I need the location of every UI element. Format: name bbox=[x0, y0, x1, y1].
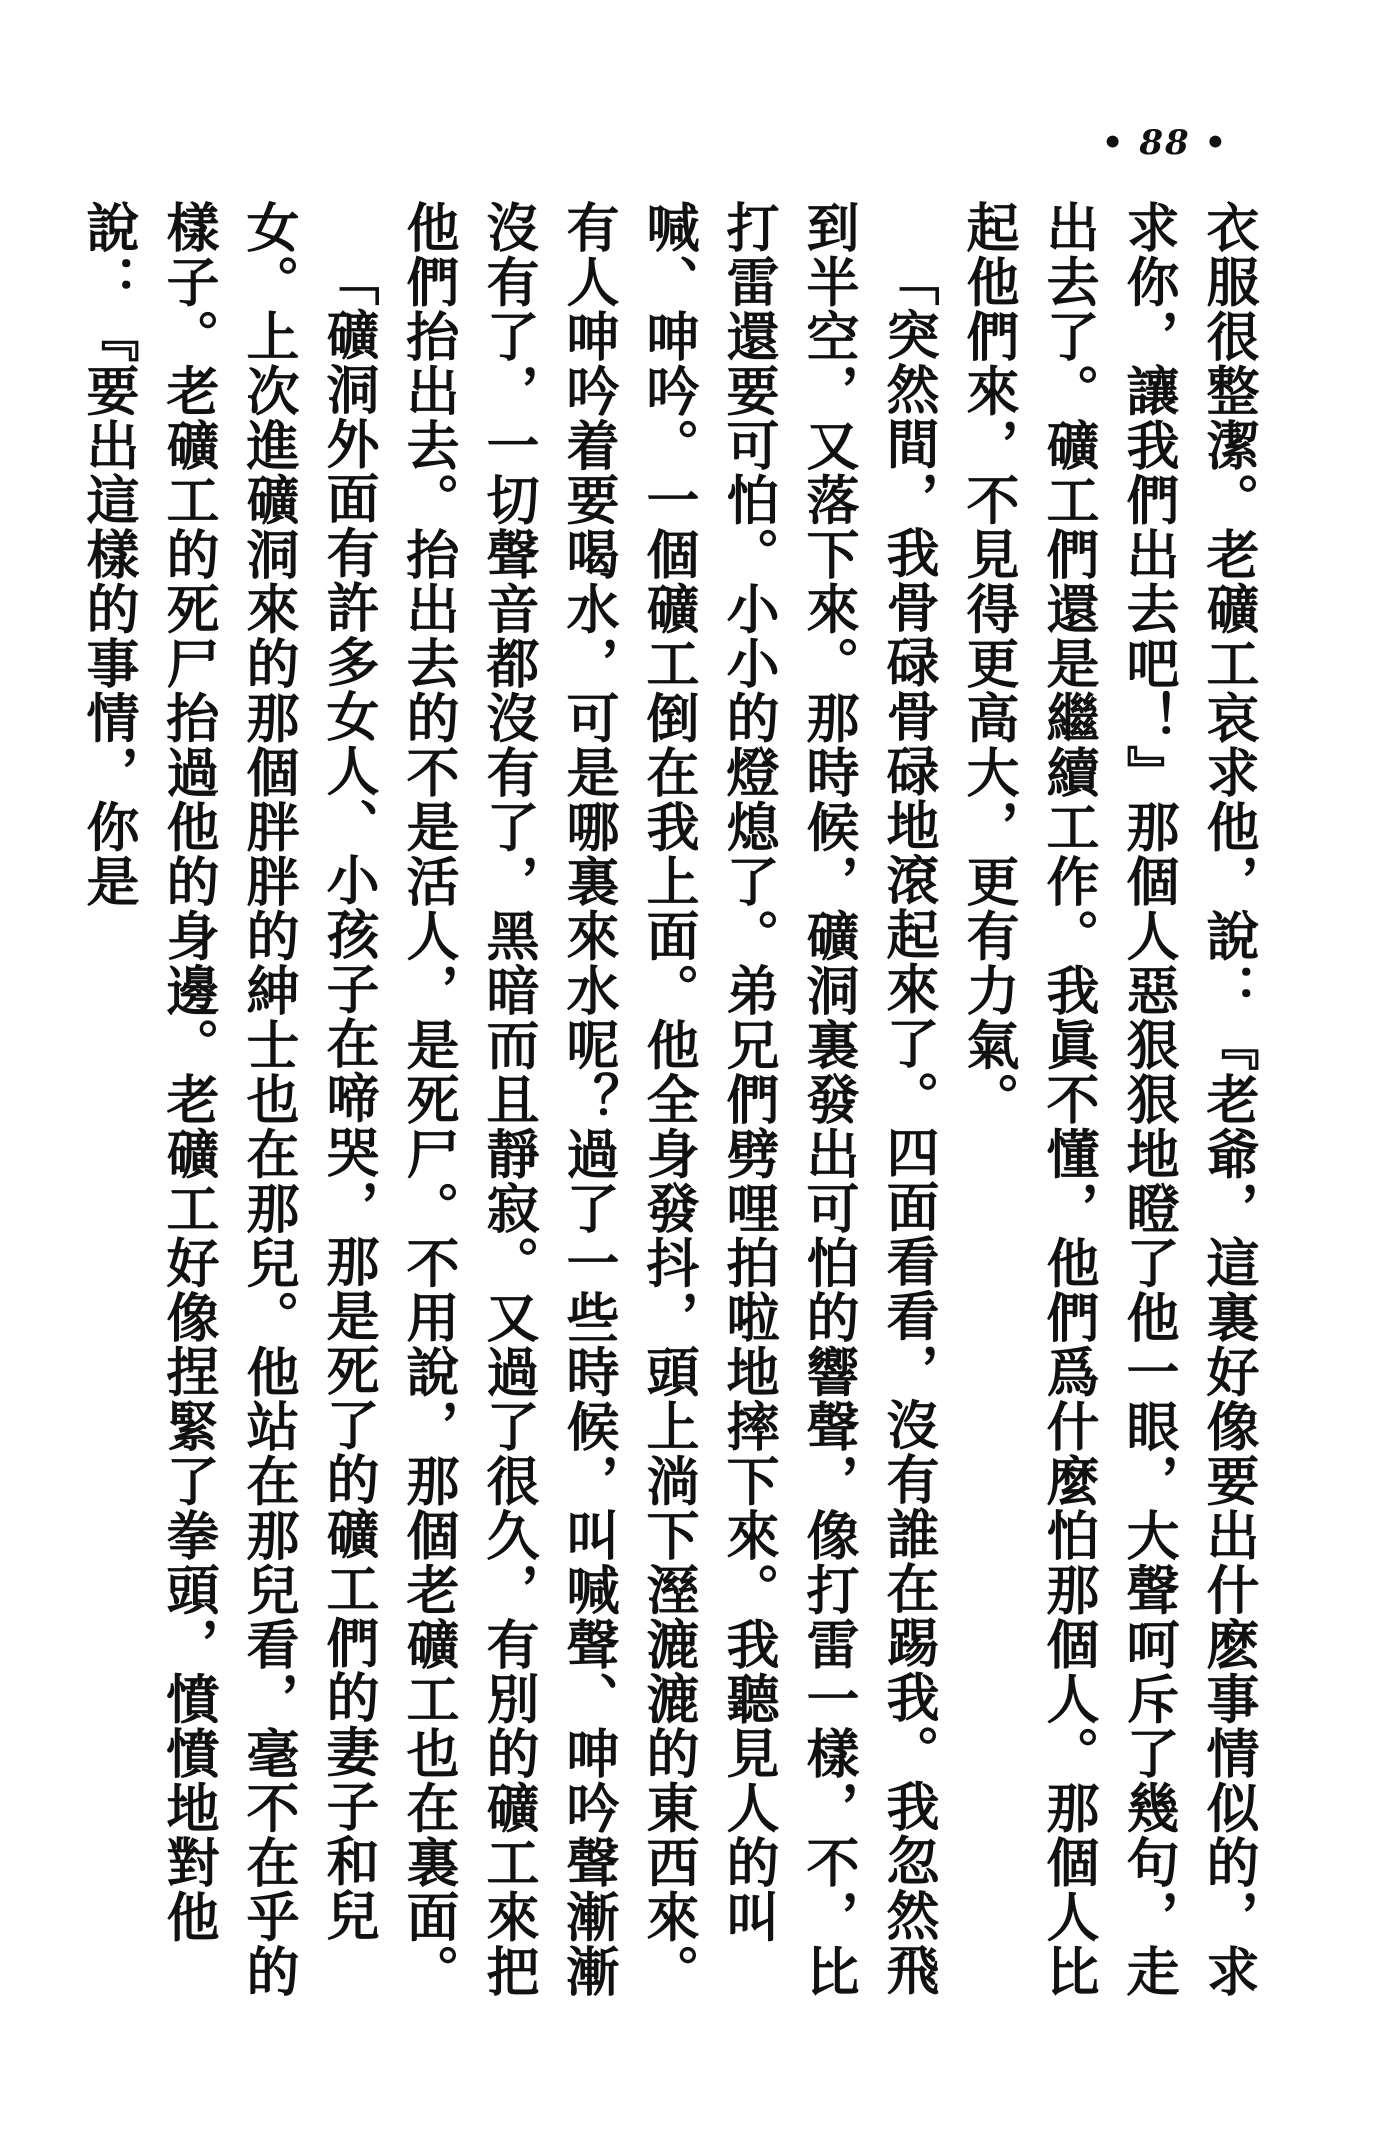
vertical-text-body bbox=[78, 200, 1268, 2030]
paragraph-3: 「礦洞外面有許多女人、小孩子在啼哭，那是死了的礦工們的妻子和兒女。上次進礦洞來的那個胖胖的紳士也在那兒。他站在那兒看，毫不在乎的樣子。老礦工的死尸抬過他的身邊。老礦工好像捏緊了拳頭，憤憤地對他說：『要出這樣的事情，你是 bbox=[78, 200, 379, 1999]
paragraph-2: 「突然間，我骨碌骨碌地滾起來了。四面看看，沒有誰在踢我。我忽然飛到半空，又落下來。那時候，礦洞裏發出可怕的響聲，像打雷一樣，不，比打雷還要可怕。小小的燈熄了。弟兄們劈哩拍啦地摔下來。我聽見人的叫喊、呻吟。一個礦工倒在我上面。他全身發抖，頭上淌下溼漉漉的東西來。有人呻吟着要喝水，可是哪裏來水呢？過了一些時候，叫喊聲、呻吟聲漸漸沒有了，一切聲音都沒有了，黑暗而且靜寂。又過了很久，有別的礦工來把他們抬出去。抬出去的不是活人，是死尸。不用說，那個老礦工也在裏面。 bbox=[398, 200, 939, 1999]
paragraph-1: 衣服很整潔。老礦工哀求他，說：『老爺，這裏好像要出什麽事情似的，求求你，讓我們出去吧！』那個人惡狠狠地瞪了他一眼，大聲呵斥了幾句，走出去了。礦工們還是繼續工作。我眞不懂，他們爲什麼怕那個人。那個人比起他們來，不見得更高大，更有力氣。 bbox=[958, 200, 1259, 1999]
page-number: • 88 • bbox=[1101, 123, 1229, 163]
